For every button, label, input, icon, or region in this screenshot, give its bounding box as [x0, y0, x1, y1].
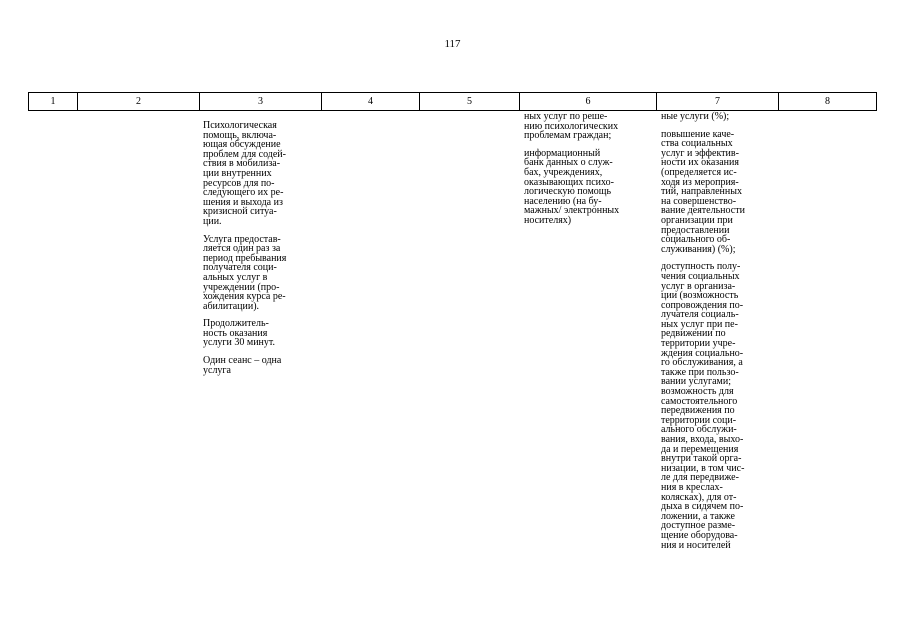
header-cell-6: 6 — [520, 93, 657, 111]
column-7-paragraph: доступность полу- чения социальных услуг в организа- ции (возможность сопровождения по- лучателя социаль- ных услуг при пе- редвижении по территории учре- ждения социально- го обслуживания, а также при пользо- вании услугами; возможность для самостоятельного передвижения по территории соци- ального обслужи- вания, входа, выхо- да и перемещения внутри такой орга- низации, в том чис- ле для передвиже- ния в креслах- колясках), для от- дыха в сидячем по- ложении, а также доступное разме- щение оборудова- ния и носителей — [661, 261, 745, 551]
header-row — [29, 93, 877, 111]
service-duration: Продолжитель- ность оказания услуги 30 минут. — [203, 318, 276, 349]
column-6-text — [524, 112, 656, 234]
page-number: 117 — [444, 38, 461, 50]
header-cell-8: 8 — [779, 93, 877, 111]
column-3-text — [203, 121, 321, 383]
column-7-paragraph: ные услуги (%); — [661, 111, 730, 122]
column-7-text — [661, 112, 775, 558]
column-6-paragraph: ных услуг по реше- нию психологических проблемам граждан; — [524, 111, 619, 142]
column-7-paragraph: повышение каче- ства социальных услуг и эффектив- ности их оказания (определяется ис- ходя из мероприя- тий, направленных на совершенство- вание деятельности организации при предоставлении социального об- служивания) (%); — [661, 128, 745, 255]
column-6-paragraph: информационный банк данных о служ- бах, учреждениях, оказывающих психо- логическую помощь населению (на бу- мажных/ электронных носителях) — [524, 147, 620, 226]
header-cell-1: 1 — [29, 93, 78, 111]
service-frequency: Услуга предостав- ляется один раз за период пребывания получателя соци- альных услуг в учреждении (про- хождения курса ре- абилитации). — [203, 233, 287, 312]
header-cell-3: 3 — [200, 93, 322, 111]
header-cell-2: 2 — [78, 93, 200, 111]
table-header — [28, 92, 877, 111]
service-description: Психологическая помощь, включа- ющая обсуждение проблем для содей- ствия в мобилиза- ции внутренних ресурсов для по- следующего их ре- шения и выхода из кризисной ситуа- ции. — [203, 120, 286, 227]
header-cell-5: 5 — [420, 93, 520, 111]
service-unit: Один сеанс – одна услуга — [203, 355, 282, 376]
header-cell-7: 7 — [657, 93, 779, 111]
header-cell-4: 4 — [322, 93, 420, 111]
